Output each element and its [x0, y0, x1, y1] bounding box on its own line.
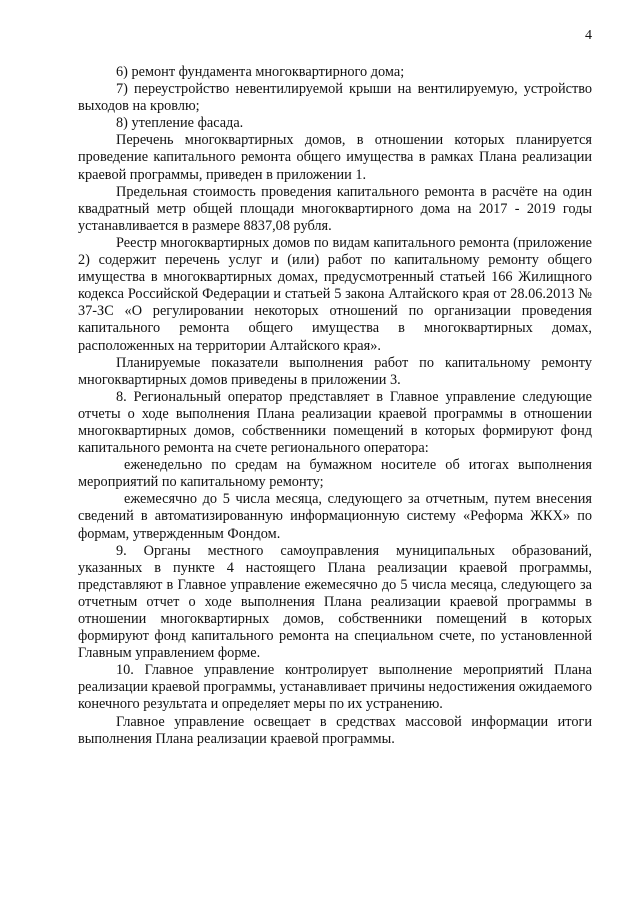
document-body	[78, 64, 592, 748]
paragraph-houses-list: Перечень многоквартирных домов, в отношении которых планируется проведение капитального ремонта общего имущества в рамках Плана реализации краевой программы, приведен в приложении 1.	[78, 132, 592, 183]
paragraph-section-10: 10. Главное управление контролирует выполнение мероприятий Плана реализации краевой программы, устанавливает причины недостижения ожидаемого конечного результата и определяет меры по их устранению.	[78, 662, 592, 713]
paragraph-section-8: 8. Региональный оператор представляет в Главное управление следующие отчеты о ходе выполнения Плана реализации краевой программы в отношении многоквартирных домов, собственники помещений в которых формируют фонд капитального ремонта на счете регионального оператора:	[78, 388, 592, 457]
paragraph-media-coverage: Главное управление освещает в средствах массовой информации итоги выполнения Плана реализации краевой программы.	[78, 713, 592, 747]
paragraph-indicators: Планируемые показатели выполнения работ по капитальному ремонту многоквартирных домов приведены в приложении 3.	[78, 354, 592, 388]
paragraph-cost-limit: Предельная стоимость проведения капитального ремонта в расчёте на один квадратный метр общей площади многоквартирного дома на 2017 - 2019 годы устанавливается в размере 8837,08 рубля.	[78, 183, 592, 234]
page-number: 4	[585, 28, 592, 43]
paragraph-item-8: 8) утепление фасада.	[116, 115, 244, 132]
paragraph-item-7: 7) переустройство невентилируемой крыши на вентилируемую, устройство выходов на кровлю;	[78, 81, 592, 115]
paragraph-section-9: 9. Органы местного самоуправления муниципальных образований, указанных в пункте 4 настоящего Плана реализации краевой программы, представляют в Главное управление ежемесячно до 5 числа месяца, следующего за отчетным отчет о ходе выполнения Плана реализации краевой программы в отношении многоквартирных домов, собственники помещений в которых формируют фонд капитального ремонта на специальном счете, по установленной Главным управлением форме.	[78, 542, 592, 662]
paragraph-registry: Реестр многоквартирных домов по видам капитального ремонта (приложение 2) содержит перечень услуг и (или) работ по капитальному ремонту общего имущества в многоквартирных домах, предусмотренный статьей 166 Жилищного кодекса Российской Федерации и статьей 5 закона Алтайского края от 28.06.2013 № 37-ЗС «О регулировании некоторых отношений по организации проведения капитального ремонта общего имущества в многоквартирных домах, расположенных на территории Алтайского края».	[78, 234, 592, 354]
paragraph-monthly-report: ежемесячно до 5 числа месяца, следующего за отчетным, путем внесения сведений в автоматизированную информационную систему «Реформа ЖКХ» по формам, утвержденным Фондом.	[78, 491, 592, 542]
paragraph-item-6: 6) ремонт фундамента многоквартирного дома;	[116, 64, 405, 80]
paragraph-weekly-report: еженедельно по средам на бумажном носителе об итогах выполнения мероприятий по капитальному ремонту;	[78, 457, 592, 491]
